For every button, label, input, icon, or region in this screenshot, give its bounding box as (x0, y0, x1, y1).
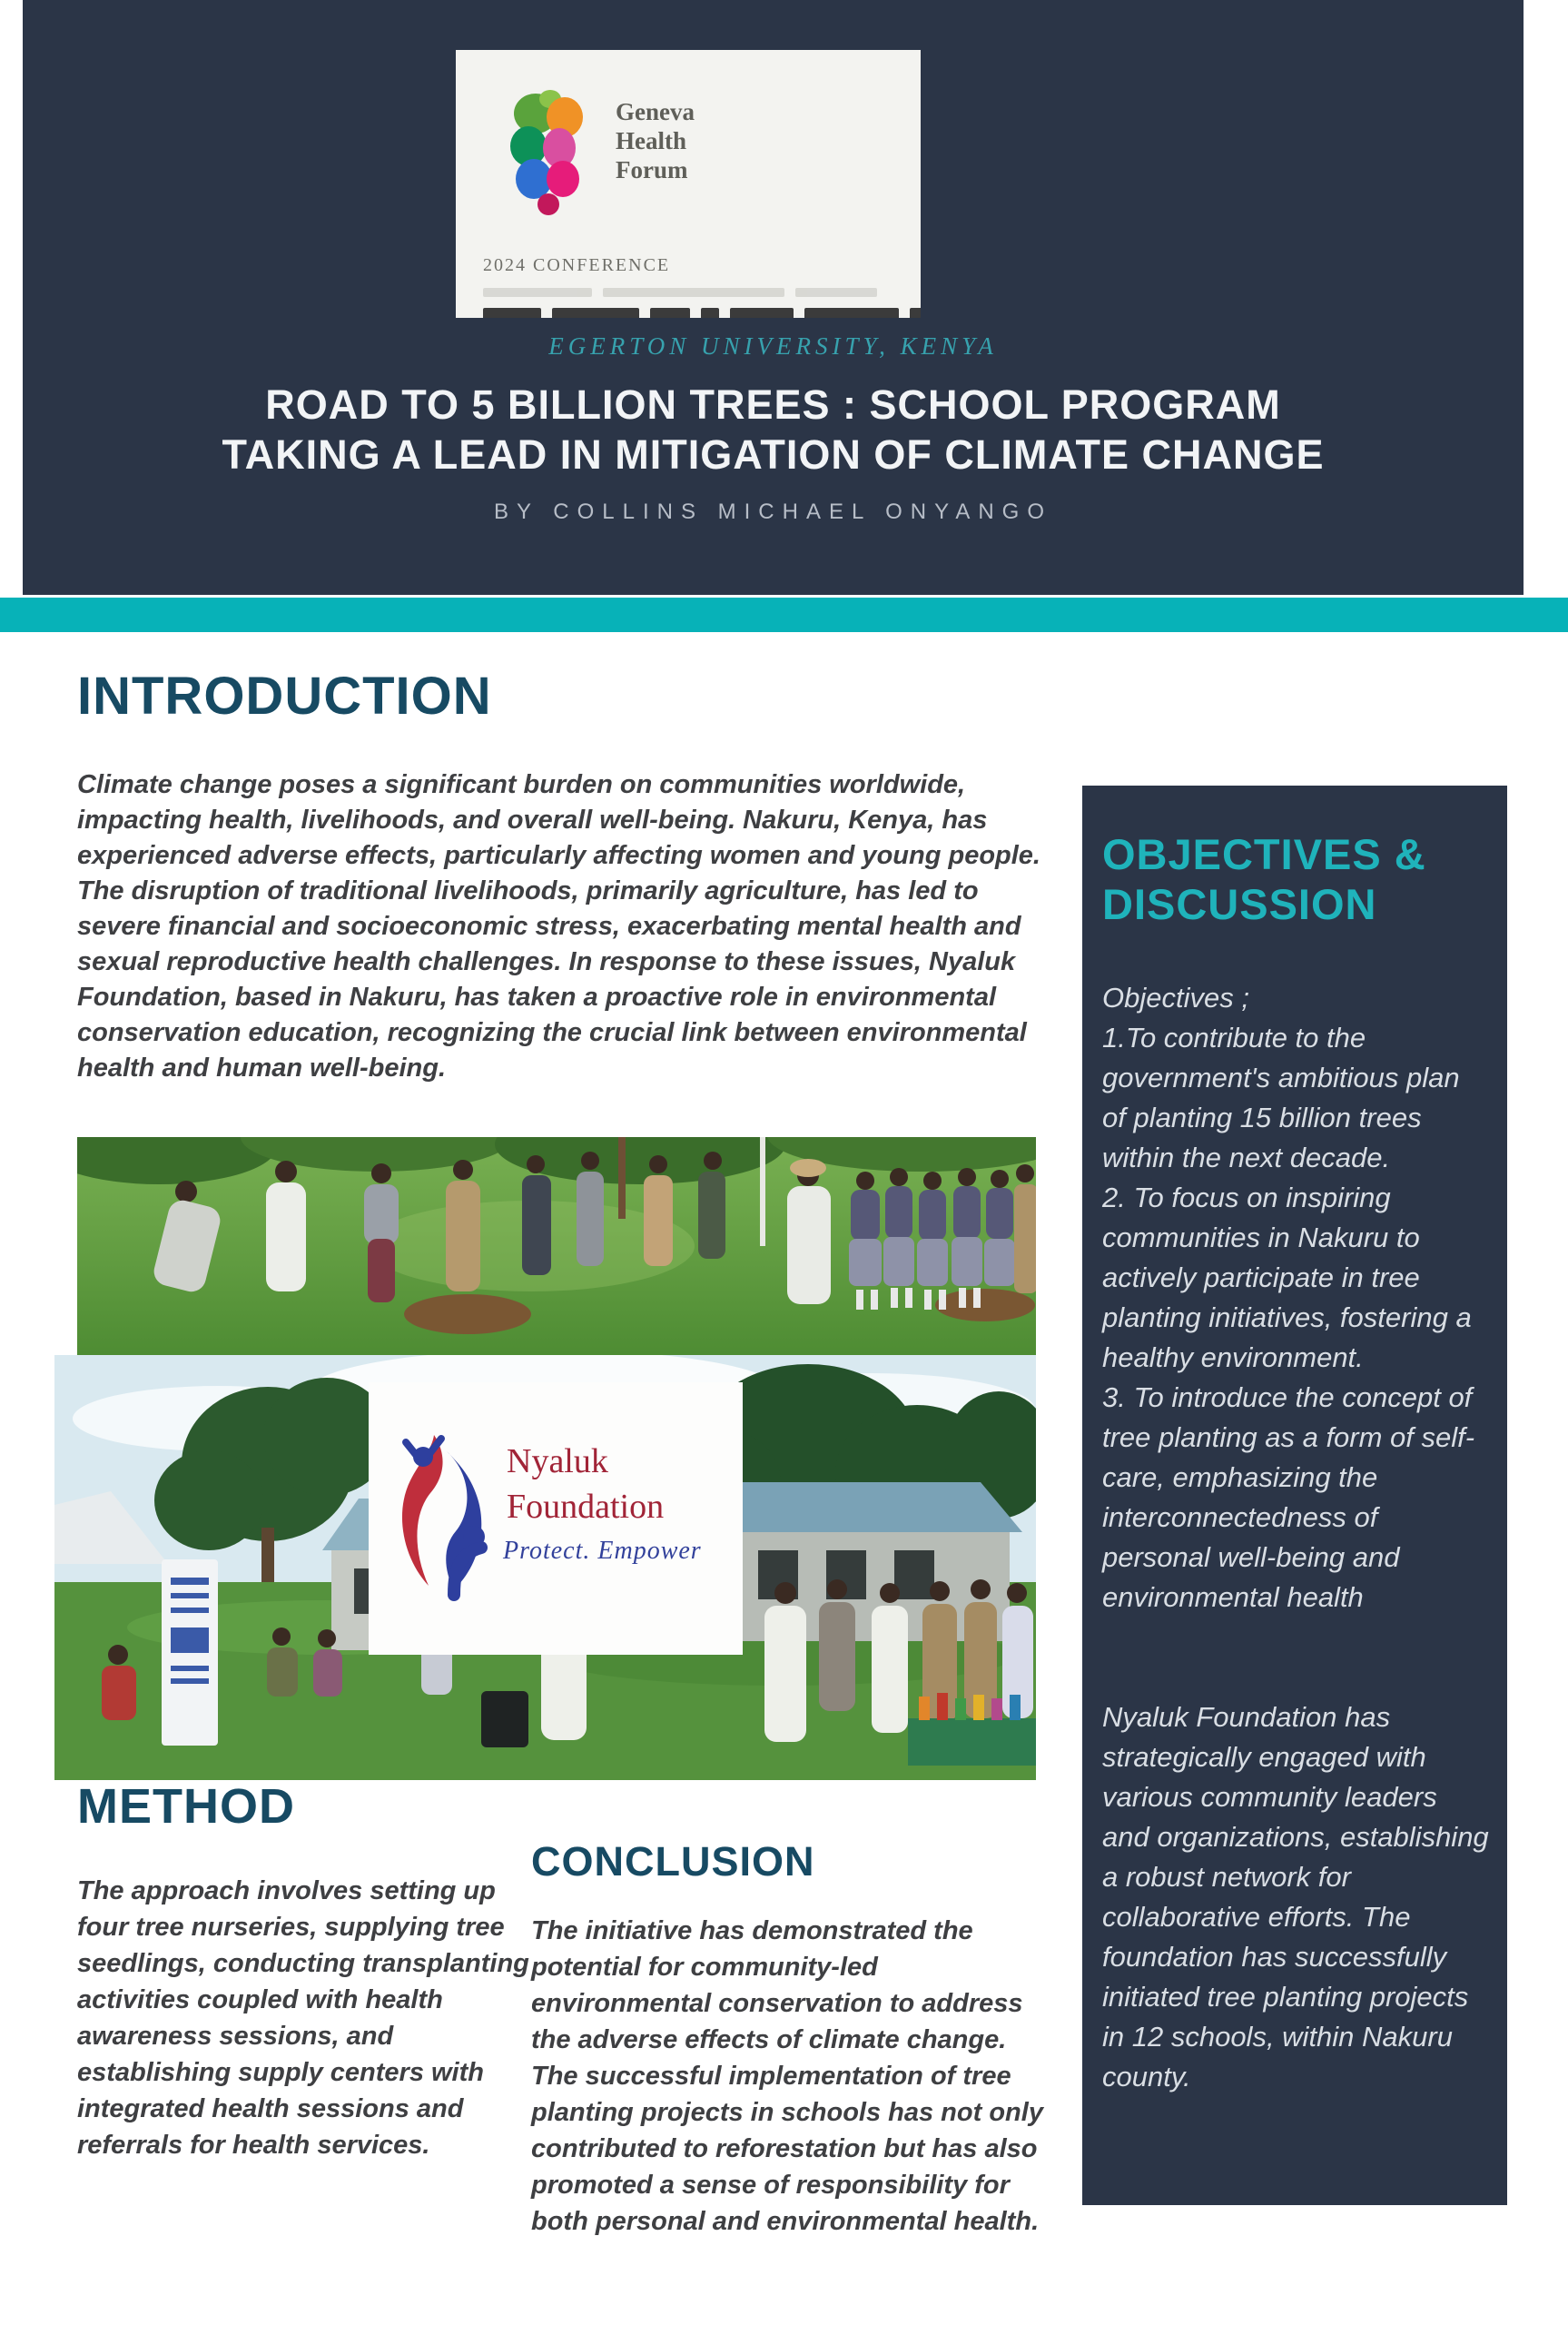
brand-name (616, 97, 695, 184)
author-byline: BY COLLINS MICHAEL ONYANGO (494, 500, 1052, 524)
objectives-paragraph: 2. To focus on inspiring communities in Nakuru to actively participate in tree planting initiatives, fostering a healthy environment. (1102, 1182, 1472, 1373)
poster-title (23, 380, 1524, 480)
geneva-health-forum-logo-card (456, 50, 921, 318)
conference-label: 2024 CONFERENCE (483, 255, 671, 275)
objectives-text (1102, 978, 1491, 2097)
nyaluk-name (507, 1439, 664, 1529)
nyaluk-logo-card (369, 1382, 743, 1655)
objectives-heading-line-1: OBJECTIVES & (1102, 830, 1426, 878)
conclusion-text: The initiative has demonstrated the potential for community-led environmental conservation to address the adverse effects of climate change. The successful implementation of tree planting projects in schools has not only contributed to reforestation but has also promoted a sense of responsibility for both personal and environmental health. (531, 1916, 1043, 2236)
objectives-panel (1082, 786, 1507, 2205)
poster-title-line-1: ROAD TO 5 BILLION TREES : SCHOOL PROGRAM (265, 381, 1281, 428)
method-text: The approach involves setting up four tree nurseries, supplying tree seedlings, conducting transplanting activities coupled with health awareness sessions, and establishing supply centers with integrated health sessions and referrals for health services. (77, 1876, 529, 2160)
method-heading: METHOD (77, 1779, 295, 1834)
introduction-heading: INTRODUCTION (77, 667, 492, 726)
university-name: EGERTON UNIVERSITY, KENYA (548, 332, 998, 360)
nyaluk-logo-icon (394, 1426, 503, 1608)
objectives-paragraph: Objectives ; (1102, 982, 1249, 1014)
geneva-health-forum-logo-icon (498, 84, 606, 221)
header-band (23, 0, 1524, 595)
brand-line-1: Geneva (616, 98, 695, 125)
poster-title-line-2: TAKING A LEAD IN MITIGATION OF CLIMATE CHANGE (222, 431, 1325, 478)
brand-line-2: Health (616, 127, 686, 154)
nyaluk-name-line-1: Nyaluk (507, 1442, 608, 1480)
blurred-text-fragment (483, 288, 877, 297)
nyaluk-name-line-2: Foundation (507, 1488, 665, 1526)
objectives-paragraph: 3. To introduce the concept of tree planting as a form of self-care, emphasizing the interconnectedness of personal well-being and environmental health (1102, 1381, 1475, 1613)
objectives-heading (1102, 829, 1491, 929)
introduction-text: Climate change poses a significant burden on communities worldwide, impacting health, livelihoods, and overall well-being. Nakuru, Kenya, has experienced adverse effects, particularly affecting women and young people. The disruption of traditional livelihoods, primarily agriculture, has led to severe financial and socioeconomic stress, exacerbating mental health and sexual reproductive health challenges. In response to these issues, Nyaluk Foundation, based in Nakuru, has taken a proactive role in environmental conservation education, recognizing the crucial link between environmental health and human well-being. (77, 770, 1040, 1083)
objectives-paragraph (1102, 1618, 1491, 1697)
objectives-paragraph: Nyaluk Foundation has strategically engaged with various community leaders and organizations, establishing a robust network for collaborative efforts. The foundation has successfully initiated tree planting projects in 12 schools, within Nakuru county. (1102, 1701, 1489, 2092)
conclusion-heading: CONCLUSION (531, 1838, 815, 1885)
tree-planting-illustration (77, 1137, 1036, 1355)
photo-tree-planting (77, 1137, 1036, 1355)
brand-line-3: Forum (616, 156, 688, 183)
clipped-text-fragment (483, 308, 921, 318)
nyaluk-tagline: Protect. Empower (503, 1537, 702, 1565)
teal-divider-band (0, 598, 1568, 632)
objectives-paragraph: 1.To contribute to the government's ambitious plan of planting 15 billion trees within the next decade. (1102, 1022, 1460, 1173)
objectives-heading-line-2: DISCUSSION (1102, 880, 1377, 928)
